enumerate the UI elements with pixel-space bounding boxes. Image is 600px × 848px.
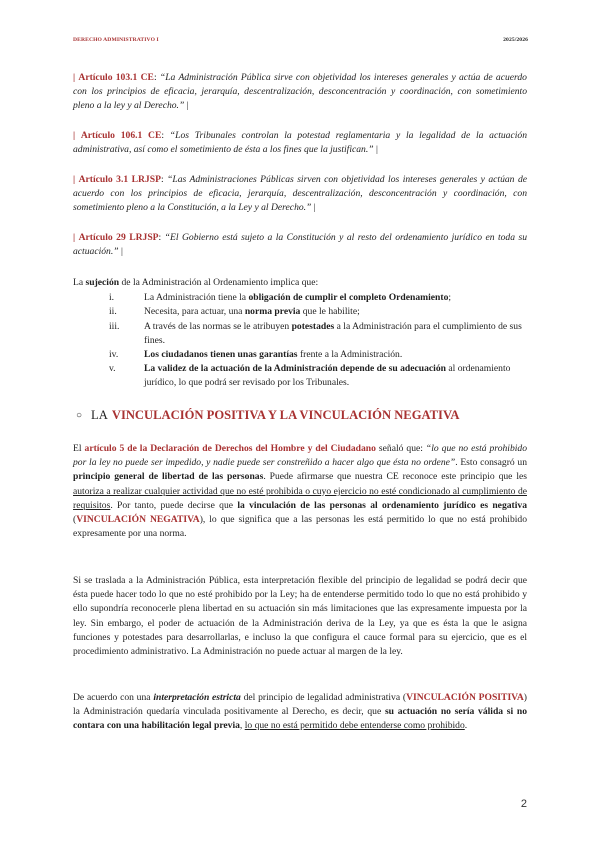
quote-label: Artículo 29 LRJSP [78,232,159,243]
list-item: ii. Necesita, para actuar, una norma previa que le habilite; [109,306,360,318]
quote-article-103-1-ce: | Artículo 103.1 CE: “La Administración Pública sirve con objetividad los intereses generales y actúa de acuerdo con los principios de eficacia, jerarquía, descentralización, desconcentración y coordinación, con sometimiento pleno a la ley y al Derecho.” | [73,72,527,112]
sujecion-intro: La sujeción de la Administración al Ordenamiento implica que: [73,277,319,288]
list-item: v. La validez de la actuación de la Administración depende de su adecuación al ordenamiento jurídico, lo que podrá ser revisado por los Tribunales. [109,363,511,389]
quote-text: “Los Tribunales controlan la potestad reglamentaria y la legalidad de la actuación administrativa, así como el sometimiento de ésta a los fines que la justifican.” [73,130,527,156]
quote-label: Artículo 3.1 LRJSP [78,174,161,185]
circle-bullet-icon: ○ [76,410,83,421]
section-heading: ○ LA VINCULACIÓN POSITIVA Y LA VINCULACIÓN NEGATIVA [76,408,460,422]
header-course-title: DERECHO ADMINISTRATIVO I [73,37,159,43]
list-item: iii. A través de las normas se le atribuyen potestades a la Administración para el cumplimiento de sus fines. [109,320,522,346]
page-number: 2 [520,798,527,810]
quote-article-106-1-ce: | Artículo 106.1 CE: “Los Tribunales controlan la potestad reglamentaria y la legalidad de la actuación administrativa, así como el sometimiento de ésta a los fines que la justifican.” | [73,130,527,156]
list-item: i. La Administración tiene la obligación de cumplir el completo Ordenamiento; [109,292,452,304]
header-academic-year: 2025/2026 [503,37,528,43]
quote-text: “La Administración Pública sirve con objetividad los intereses generales y actúa de acuerdo con los principios de eficacia, jerarquía, descentralización, desconcentración y coordinación, con sometimiento pleno a la ley y al Derecho.” [73,72,527,112]
sujecion-list [73,291,527,390]
paragraph-vinculacion-negativa: El artículo 5 de la Declaración de Derechos del Hombre y del Ciudadano señaló que: “lo que no está prohibido por la ley no puede ser impedido, y nadie puede ser constreñido a hacer algo que ésta no ordene”. Esto consagró un principio general de libertad de las personas. Puede afirmarse que nuestra CE reconoce este principio que les autoriza a realizar cualquier actividad que no esté prohibida o cuyo ejercicio no esté condicionado al cumplimiento de requisitos. Por tanto, puede decirse que la vinculación de las personas al ordenamiento jurídico es negativa (VINCULACIÓN NEGATIVA), lo que significa que a las personas les está permitido lo que no está prohibido expresamente por una norma. [73,443,528,540]
quote-article-3-1-lrjsp: | Artículo 3.1 LRJSP: “Las Administraciones Públicas sirven con objetividad los intereses generales y actúan de acuerdo con los principios de eficacia, jerarquía, descentralización, desconcentración y coordinación, con sometimiento pleno a la Constitución, a la Ley y al Derecho.” | [73,174,527,214]
paragraph-vinculacion-positiva: De acuerdo con una interpretación estricta del principio de legalidad administrativa (VINCULACIÓN POSITIVA) la Administración quedaría vinculada positivamente al Derecho, es decir, que su actuación no sería válida si no contara con una habilitación legal previa, lo que no está permitido debe entenderse como prohibido. [73,692,527,732]
quote-label: Artículo 106.1 CE [80,130,162,141]
quote-text: “Las Administraciones Públicas sirven con objetividad los intereses generales y actúan de acuerdo con los principios de eficacia, jerarquía, descentralización, desconcentración y coordinación, con sometimiento pleno a la Constitución, a la Ley y al Derecho.” [73,174,527,214]
quote-article-29-lrjsp: | Artículo 29 LRJSP: “El Gobierno está sujeto a la Constitución y al resto del ordenamiento jurídico en toda su actuación.” | [73,232,527,258]
quote-text: “El Gobierno está sujeto a la Constitución y al resto del ordenamiento jurídico en toda su actuación.” [73,232,527,258]
quote-label: Artículo 103.1 CE [78,72,154,83]
paragraph-administracion-legalidad: Si se traslada a la Administración Pública, esta interpretación flexible del principio de legalidad se podrá decir que ésta puede hacer todo lo que no esté prohibido por la Ley; ha de entenderse permitido todo lo que no está prohibido y ello supondría reconocerle plena libertad en su actuación sin más limitaciones que las expresamente impuesta por la ley. Sin embargo, el poder de actuación de la Administración deriva de la Ley, ya que es ésta la que le asigna funciones y potestades para desarrollarlas, e incluso la que configura el cauce formal para su ejercicio, que es el procedimiento administrativo. La Administración no puede actuar al margen de la ley. [73,575,527,658]
sujecion-section [73,276,527,391]
list-item: iv. Los ciudadanos tienen unas garantías frente a la Administración. [109,349,403,361]
